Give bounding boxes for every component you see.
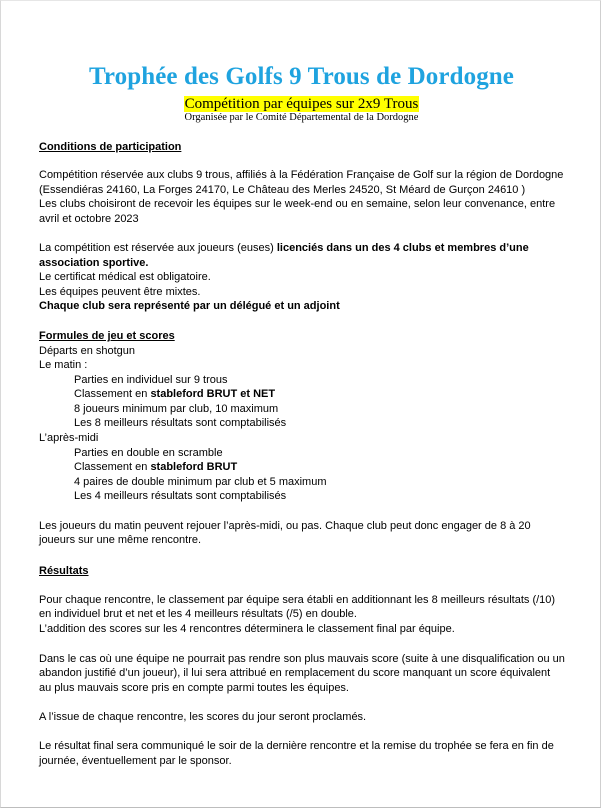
matin-item-3: 8 joueurs minimum par club, 10 maximum [74, 403, 279, 415]
resultats-p4-line1: Le résultat final sera communiqué le soir de la dernière rencontre et la remise du trophée se fera en fin de [39, 740, 554, 752]
matin-item-2 [74, 387, 275, 402]
aprem-label: L’après-midi [39, 432, 99, 444]
conditions-p2-line2 [39, 256, 148, 271]
conditions-p2-line1 [39, 241, 529, 256]
resultats-p3: A l’issue de chaque rencontre, les scores du jour seront proclamés. [39, 711, 367, 723]
eligibility-text: La compétition est réservée aux joueurs (euses) [39, 242, 277, 254]
delegue-bold: Chaque club sera représenté par un délégué et un adjoint [39, 300, 340, 312]
aprem-item-2-bold: stableford BRUT [150, 461, 238, 473]
conditions-p1-line2: (Essendiéras 24160, La Forges 24170, Le Château des Merles 24520, St Méard de Gurçon 24610 ) [39, 184, 526, 196]
resultats-p1-line2: en individuel brut et net et les 4 meilleurs résultats (/5) en double. [39, 608, 357, 620]
association-bold: association sportive. [39, 257, 149, 269]
document-title: Trophée des Golfs 9 Trous de Dordogne [88, 63, 515, 90]
resultats-p1-line3: L’addition des scores sur les 4 rencontres déterminera le classement final par équipe. [39, 623, 455, 635]
subtitle-container [1, 95, 601, 113]
resultats-p2-line3: au plus mauvais score pris en compte parmi toutes les équipes. [39, 682, 349, 694]
organiser-line: Organisée par le Comité Départemental de la Dordogne [184, 112, 419, 123]
conditions-p1-line4: avril et octobre 2023 [39, 213, 139, 225]
matin-item-2-text: Classement en [74, 388, 151, 400]
resultats-p1-line1: Pour chaque rencontre, le classement par équipe sera établi en additionnant les 8 meilleurs résultats (/10) [39, 594, 556, 606]
matin-item-2-bold: stableford BRUT et NET [150, 388, 276, 400]
conditions-heading: Conditions de participation [39, 141, 182, 153]
certificat-line: Le certificat médical est obligatoire. [39, 271, 211, 283]
matin-label: Le matin : [39, 359, 88, 371]
note-line1: Les joueurs du matin peuvent rejouer l’après-midi, ou pas. Chaque club peut donc engager de 8 à 20 [39, 520, 531, 532]
delegue-line [39, 299, 340, 314]
conditions-p1-line3: Les clubs choisiront de recevoir les équipes sur le week-end ou en semaine, selon leur convenance, entre [39, 198, 556, 210]
aprem-item-2-text: Classement en [74, 461, 151, 473]
formules-heading: Formules de jeu et scores [39, 330, 175, 342]
eligibility-bold: licenciés dans un des 4 clubs et membres d’une [276, 242, 529, 254]
resultats-p2-line1: Dans le cas où une équipe ne pourrait pas rendre son plus mauvais score (suite à une disqualification ou un [39, 653, 565, 665]
aprem-item-4: Les 4 meilleurs résultats sont comptabilisés [74, 490, 287, 502]
resultats-p2-line2: abandon justifié d’un joueur), il lui sera attribué en remplacement du score manquant un score équivalent [39, 667, 551, 679]
conditions-p1-line1: Compétition réservée aux clubs 9 trous, affiliés à la Fédération Française de Golf sur la région de Dordogne [39, 169, 564, 181]
matin-item-4: Les 8 meilleurs résultats sont comptabilisés [74, 417, 287, 429]
resultats-p4-line2: journée, éventuellement par le sponsor. [39, 755, 232, 767]
departs-line: Départs en shotgun [39, 345, 136, 357]
resultats-heading: Résultats [39, 565, 89, 577]
matin-item-1: Parties en individuel sur 9 trous [74, 374, 228, 386]
aprem-item-1: Parties en double en scramble [74, 447, 223, 459]
document-subtitle: Compétition par équipes sur 2x9 Trous [184, 96, 419, 112]
mixtes-line: Les équipes peuvent être mixtes. [39, 286, 201, 298]
aprem-item-3: 4 paires de double minimum par club et 5 maximum [74, 476, 327, 488]
aprem-item-2 [74, 460, 237, 475]
note-line2: joueurs sur une même rencontre. [39, 534, 202, 546]
